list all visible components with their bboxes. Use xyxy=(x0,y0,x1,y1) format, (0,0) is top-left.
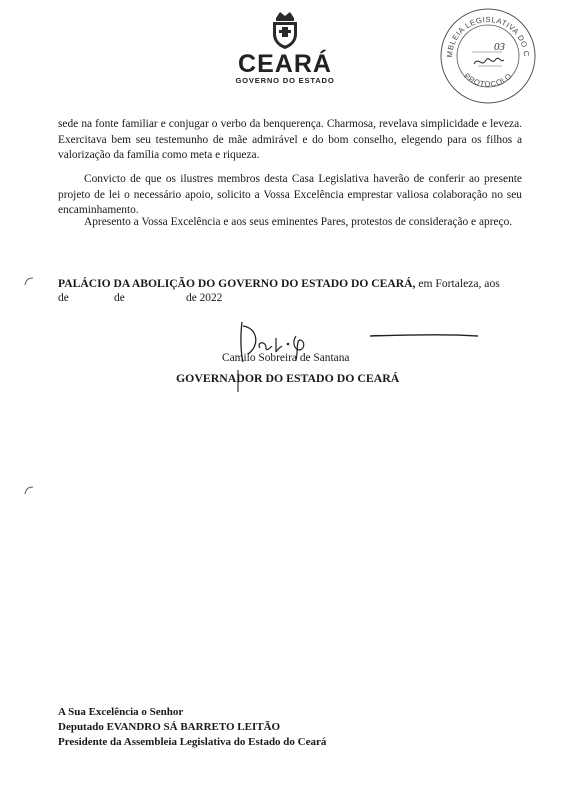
protocol-stamp-icon xyxy=(438,6,538,106)
brand-name: CEARÁ xyxy=(238,50,332,78)
stamp-number: 03 xyxy=(494,41,505,53)
date-de-2: de xyxy=(114,292,125,304)
addressee-line-3: Presidente da Assembleia Legislativa do Estado do Ceará xyxy=(58,736,327,748)
brand-subtitle: GOVERNO DO ESTADO xyxy=(235,76,335,85)
body-paragraph-2: Convicto de que os ilustres membros desta Casa Legislativa haverão de conferir ao presente projeto de lei o necessário apoio, solicito a Vossa Excelência emprestar valiosa colaboração no seu encaminhamento. xyxy=(58,173,522,217)
body-paragraph-3: Apresento a Vossa Excelência e aos seus eminentes Pares, protestos de consideração e apreço. xyxy=(84,216,513,228)
date-year: de 2022 xyxy=(186,292,223,304)
signer-name: Camilo Sobreira de Santana xyxy=(222,352,350,364)
palace-name: PALÁCIO DA ABOLIÇÃO DO GOVERNO DO ESTADO DO CEARÁ, xyxy=(58,277,416,290)
palace-line xyxy=(58,276,524,292)
date-de-1: de xyxy=(58,292,69,304)
header-logo xyxy=(225,8,345,85)
addressee-line-2: Deputado EVANDRO SÁ BARRETO LEITÃO xyxy=(58,721,281,733)
stamp-ring-text: MBLEIA LEGISLATIVA DO C xyxy=(444,14,532,58)
scan-margin-mark-icon xyxy=(22,485,34,495)
protocol-stamp xyxy=(438,6,538,106)
ceara-coat-of-arms-icon xyxy=(267,8,303,50)
signer-title: GOVERNADOR DO ESTADO DO CEARÁ xyxy=(176,371,400,385)
body-paragraph-1: sede na fonte familiar e conjugar o verbo da benquerença. Charmosa, revelava simplicidade e leveza. Exercitava bem seu testemunho de mãe admirável e do bom conselho, elegendo para os filhos a valorização da família como meta e riqueza. xyxy=(58,118,522,162)
svg-text:PROTOCOLO xyxy=(462,71,513,88)
stamp-bottom-text: PROTOCOLO xyxy=(462,71,514,89)
scan-margin-mark-icon xyxy=(22,276,34,286)
addressee-line-1: A Sua Excelência o Senhor xyxy=(58,706,184,718)
palace-location: em Fortaleza, aos xyxy=(418,277,500,290)
svg-text:ASSEMBLEIA LEGISLATIVA DO CEAR xyxy=(438,6,531,58)
